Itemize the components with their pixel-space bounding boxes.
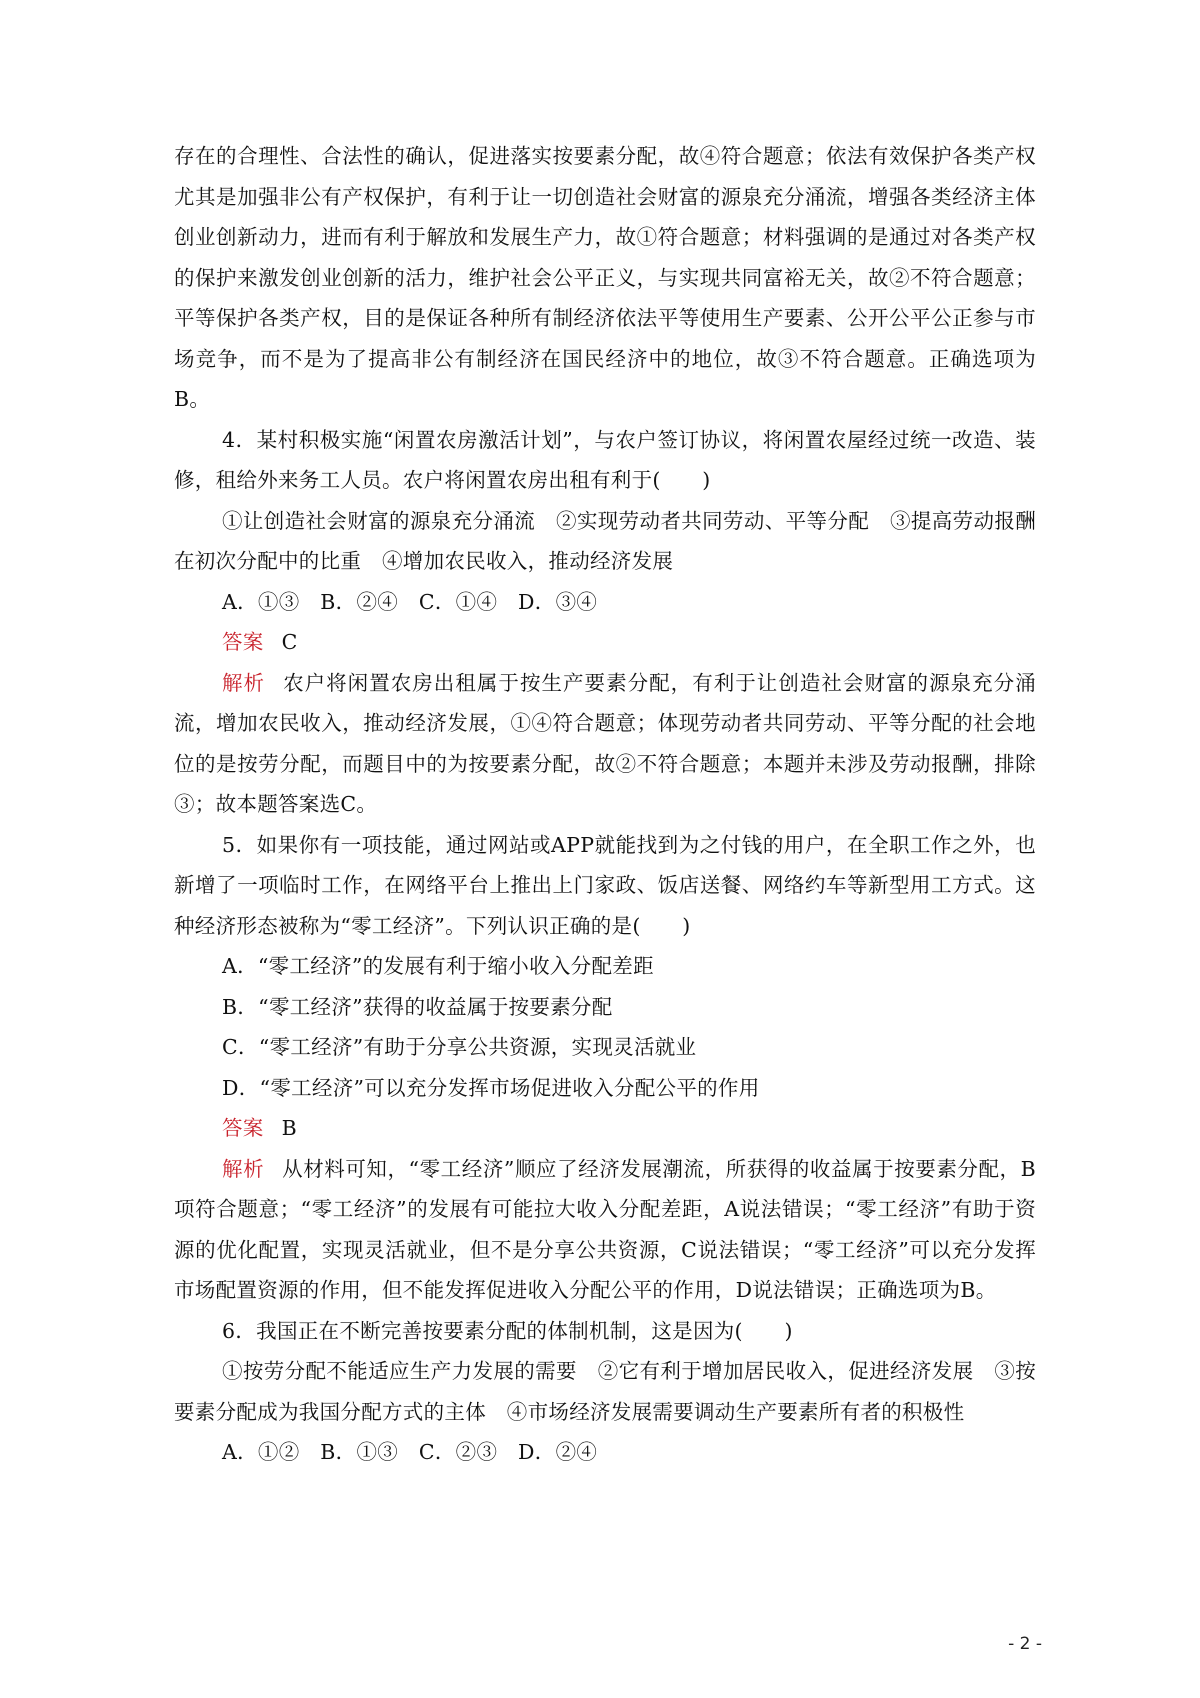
- explanation-text: 农户将闲置农房出租属于按生产要素分配，有利于让创造社会财富的源泉充分涌流，增加农民收入，推动经济发展，①④符合题意；体现劳动者共同劳动、平等分配的社会地位的是按劳分配，而题目中的为按要素分配，故②不符合题意；本题并未涉及劳动报酬，排除③；故本题答案选C。: [174, 670, 1037, 816]
- explanation-label: 解析: [222, 1156, 265, 1181]
- option-b: B．“零工经济”获得的收益属于按要素分配: [222, 994, 613, 1019]
- question-6: [174, 1311, 1036, 1473]
- page-number: - 2 -: [1008, 1634, 1042, 1654]
- explanation-label: 解析: [222, 670, 266, 695]
- question-stem: 6．我国正在不断完善按要素分配的体制机制，这是因为( ): [222, 1318, 793, 1343]
- answer-label: 答案: [222, 1116, 264, 1140]
- question-statements: ①按劳分配不能适应生产力发展的需要 ②它有利于增加居民收入，促进经济发展 ③按要素分配成为我国分配方式的主体 ④市场经济发展需要调动生产要素所有者的积极性: [174, 1359, 1036, 1424]
- answer-value: C: [281, 630, 298, 654]
- answer-value: B: [281, 1116, 297, 1140]
- question-4: [174, 420, 1036, 825]
- question-options: A．①③ B．②④ C．①④ D．③④: [222, 589, 598, 614]
- answer-line: [174, 622, 1036, 663]
- question-options: A．①② B．①③ C．②③ D．②④: [222, 1440, 598, 1464]
- answer-label: 答案: [222, 630, 264, 654]
- option-c: C．“零工经济”有助于分享公共资源，实现灵活就业: [222, 1035, 697, 1059]
- option-d: D．“零工经济”可以充分发挥市场促进收入分配公平的作用: [222, 1075, 760, 1100]
- previous-question-explanation: 存在的合理性、合法性的确认，促进落实按要素分配，故④符合题意；依法有效保护各类产权尤其是加强非公有产权保护，有利于让一切创造社会财富的源泉充分涌流，增强各类经济主体创业创新动力，进而有利于解放和发展生产力，故①符合题意；材料强调的是通过对各类产权的保护来激发创业创新的活力，维护社会公平正义，与实现共同富裕无关，故②不符合题意；平等保护各类产权，目的是保证各种所有制经济依法平等使用生产要素、公开公平公正参与市场竞争，而不是为了提高非公有制经济在国民经济中的地位，故③不符合题意。正确选项为B。: [174, 144, 1036, 411]
- option-a: A．“零工经济”的发展有利于缩小收入分配差距: [222, 954, 654, 978]
- document-body: [174, 136, 1036, 1473]
- answer-line: [174, 1108, 1036, 1149]
- question-5: [174, 825, 1036, 1311]
- explanation-line: [174, 663, 1036, 825]
- question-stem: 4．某村积极实施“闲置农房激活计划”，与农户签订协议，将闲置农屋经过统一改造、装修，租给外来务工人员。农户将闲置农房出租有利于( ): [174, 427, 1036, 492]
- explanation-text: 从材料可知，“零工经济”顺应了经济发展潮流，所获得的收益属于按要素分配，B项符合题意；“零工经济”的发展有可能拉大收入分配差距，A说法错误；“零工经济”有助于资源的优化配置，实现灵活就业，但不是分享公共资源，C说法错误；“零工经济”可以充分发挥市场配置资源的作用，但不能发挥促进收入分配公平的作用，D说法错误；正确选项为B。: [174, 1156, 1036, 1302]
- explanation-line: [174, 1149, 1036, 1311]
- question-stem: 5．如果你有一项技能，通过网站或APP就能找到为之付钱的用户，在全职工作之外，也新增了一项临时工作，在网络平台上推出上门家政、饭店送餐、网络约车等新型用工方式。这种经济形态被称为“零工经济”。下列认识正确的是( ): [174, 832, 1036, 938]
- question-statements: ①让创造社会财富的源泉充分涌流 ②实现劳动者共同劳动、平等分配 ③提高劳动报酬在初次分配中的比重 ④增加农民收入，推动经济发展: [174, 508, 1036, 573]
